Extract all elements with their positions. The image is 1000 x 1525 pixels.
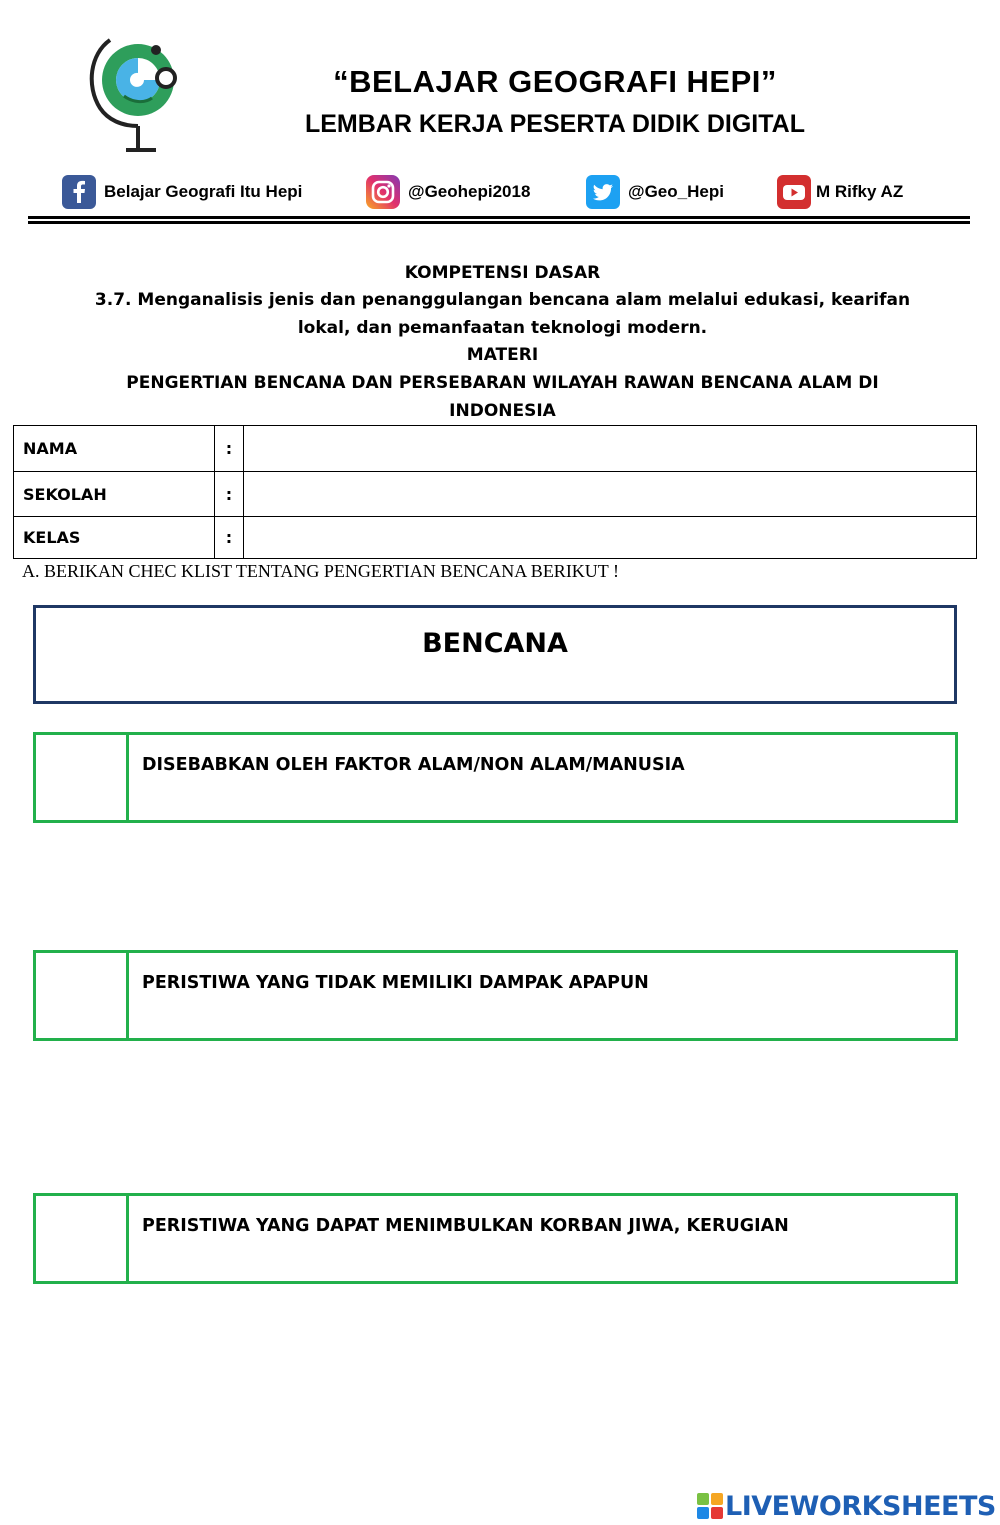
kelas-label: KELAS (14, 517, 215, 559)
twitter-icon (586, 175, 620, 209)
materi-title-line1: PENGERTIAN BENCANA DAN PERSEBARAN WILAYAH RAWAN BENCANA ALAM DI (126, 373, 879, 393)
facebook-label: Belajar Geografi Itu Hepi (104, 182, 303, 201)
instagram-icon (366, 175, 400, 209)
header-divider (28, 216, 970, 219)
competency-text-line2: lokal, dan pemanfaatan teknologi modern. (297, 318, 708, 338)
sekolah-field[interactable] (244, 472, 977, 517)
page-title: “BELAJAR GEOGRAFI HEPI” (333, 64, 777, 99)
materi-heading: MATERI (466, 345, 539, 365)
identity-row-nama (14, 426, 977, 472)
facebook-icon (62, 175, 96, 209)
nama-label: NAMA (14, 426, 215, 472)
youtube-icon (777, 175, 811, 209)
section-heading-box (33, 605, 957, 704)
materi-title-line2: INDONESIA (449, 401, 556, 421)
nama-field[interactable] (244, 426, 977, 472)
checklist-item (33, 732, 958, 823)
identity-row-kelas (14, 517, 977, 559)
checklist-item (33, 1193, 958, 1284)
nama-colon: : (215, 426, 244, 472)
competency-heading: KOMPETENSI DASAR (404, 263, 601, 283)
header-divider-double (28, 221, 970, 224)
checklist-item-text: PERISTIWA YANG DAPAT MENIMBULKAN KORBAN JIWA, KERUGIAN (142, 1216, 789, 1236)
social-instagram[interactable] (366, 173, 530, 211)
checklist-item (33, 950, 958, 1041)
twitter-label: @Geo_Hepi (628, 182, 724, 201)
sekolah-colon: : (215, 472, 244, 517)
social-facebook[interactable] (62, 173, 302, 211)
identity-table (13, 425, 977, 559)
social-twitter[interactable] (586, 173, 724, 211)
section-heading: BENCANA (422, 628, 568, 659)
checkbox-1[interactable] (36, 735, 129, 820)
liveworksheets-wordmark: LIVEWORKSHEETS (725, 1490, 996, 1522)
instagram-label: @Geohepi2018 (408, 182, 531, 201)
competency-text-line1: 3.7. Menganalisis jenis dan penanggulangan bencana alam melalui edukasi, kearifan (94, 290, 911, 310)
kelas-colon: : (215, 517, 244, 559)
sekolah-label: SEKOLAH (14, 472, 215, 517)
liveworksheets-logo-icon (697, 1493, 723, 1519)
checklist-item-text: PERISTIWA YANG TIDAK MEMILIKI DAMPAK APAPUN (142, 973, 649, 993)
kelas-field[interactable] (244, 517, 977, 559)
checkbox-3[interactable] (36, 1196, 129, 1281)
checkbox-2[interactable] (36, 953, 129, 1038)
page-subtitle: LEMBAR KERJA PESERTA DIDIK DIGITAL (304, 110, 805, 138)
social-youtube[interactable] (777, 173, 903, 211)
youtube-label: M Rifky AZ (816, 182, 904, 201)
liveworksheets-brand (697, 1488, 996, 1524)
instruction-text: A. BERIKAN CHEC KLIST TENTANG PENGERTIAN BENCANA BERIKUT ! (22, 561, 619, 581)
identity-row-sekolah (14, 472, 977, 517)
checklist-item-text: DISEBABKAN OLEH FAKTOR ALAM/NON ALAM/MANUSIA (142, 755, 685, 775)
globe-logo (86, 36, 186, 162)
